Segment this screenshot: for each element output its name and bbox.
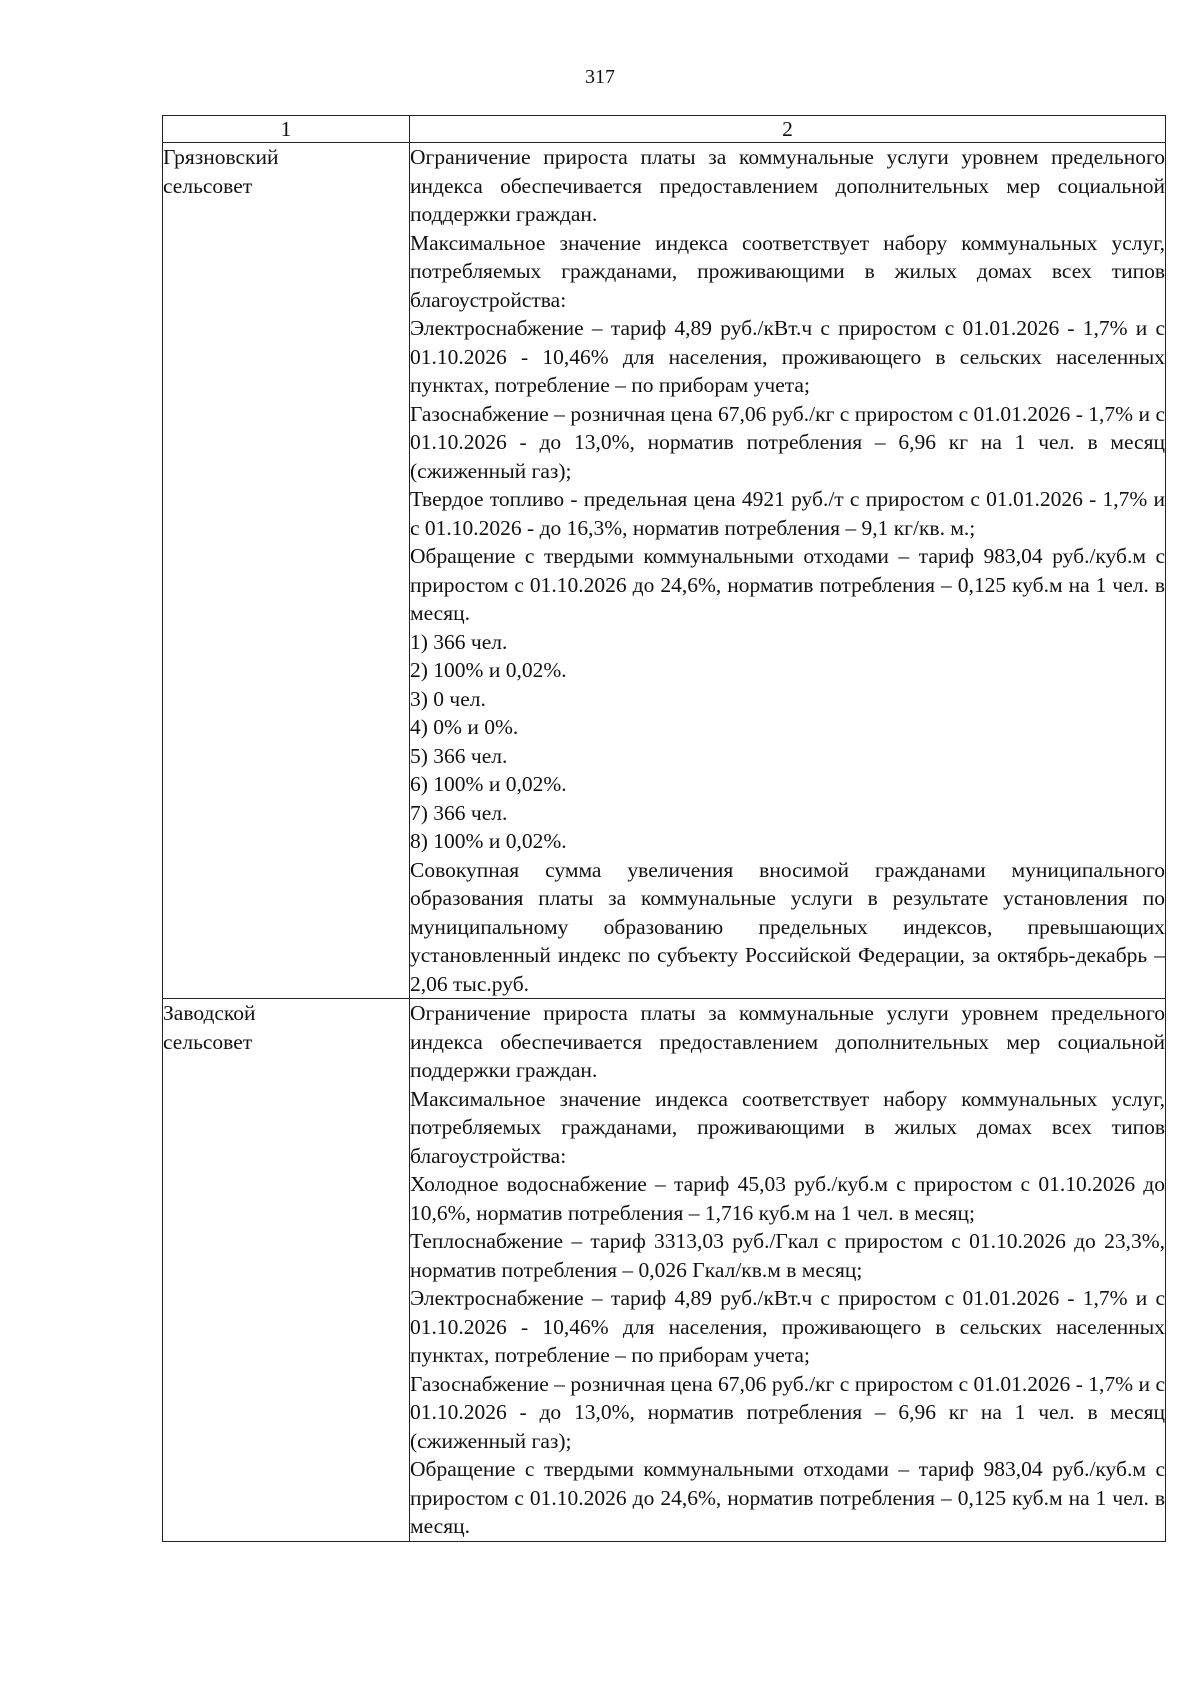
tariff-table xyxy=(162,115,1166,1542)
description-paragraph: Обращение с твердыми коммунальными отходами – тариф 983,04 руб./куб.м с приростом с 01.10.2026 до 24,6%, норматив потребления – 0,125 куб.м на 1 чел. в месяц. xyxy=(410,1457,1165,1538)
description-paragraph: Холодное водоснабжение – тариф 45,03 руб./куб.м с приростом с 01.10.2026 до 10,6%, норматив потребления – 1,716 куб.м на 1 чел. в месяц; xyxy=(410,1172,1165,1225)
municipality-description xyxy=(410,143,1166,999)
description-paragraph: Ограничение прироста платы за коммунальные услуги уровнем предельного индекса обеспечивается предоставлением дополнительных мер социальной поддержки граждан. xyxy=(410,1001,1165,1082)
numbered-item: 6) 100% и 0,02%. xyxy=(410,772,567,796)
table-header-row xyxy=(163,116,1166,143)
page-number: 317 xyxy=(585,66,615,88)
description-paragraph: Обращение с твердыми коммунальными отходами – тариф 983,04 руб./куб.м с приростом с 01.10.2026 до 24,6%, норматив потребления – 0,125 куб.м на 1 чел. в месяц. xyxy=(410,544,1165,625)
numbered-item: 8) 100% и 0,02%. xyxy=(410,829,567,853)
municipality-description xyxy=(410,999,1166,1542)
municipality-name xyxy=(163,143,410,999)
numbered-item: 2) 100% и 0,02%. xyxy=(410,658,567,682)
table-row xyxy=(163,143,1166,999)
description-paragraph: Газоснабжение – розничная цена 67,06 руб./кг с приростом с 01.01.2026 - 1,7% и с 01.10.2026 - до 13,0%, норматив потребления – 6,96 кг на 1 чел. в месяц (сжиженный газ); xyxy=(410,401,1165,483)
description-paragraph: Электроснабжение – тариф 4,89 руб./кВт.ч с приростом с 01.01.2026 - 1,7% и с 01.10.2026 - 10,46% для населения, проживающего в сельских населенных пунктах, потребление – по приборам учета; xyxy=(410,316,1165,397)
numbered-item: 4) 0% и 0%. xyxy=(410,715,519,739)
description-paragraph: Максимальное значение индекса соответствует набору коммунальных услуг, потребляемых гражданами, проживающими в жилых домах всех типов благоустройства: xyxy=(410,1086,1165,1168)
municipality-name-line: Грязновский xyxy=(163,145,279,169)
description-paragraph: Твердое топливо - предельная цена 4921 руб./т с приростом с 01.01.2026 - 1,7% и с 01.10.2026 - до 16,3%, норматив потребления – 9,1 кг/кв. м.; xyxy=(410,487,1165,540)
municipality-name xyxy=(163,999,410,1542)
description-paragraph: Максимальное значение индекса соответствует набору коммунальных услуг, потребляемых гражданами, проживающими в жилых домах всех типов благоустройства: xyxy=(410,230,1165,312)
municipality-name-line: сельсовет xyxy=(163,173,253,198)
municipality-name-line: сельсовет xyxy=(163,1029,253,1054)
closing-paragraph: Совокупная сумма увеличения вносимой гражданами муниципального образования платы за коммунальные услуги в результате установления по муниципальному образованию предельных индексов, превышающих установленный индекс по субъекту Российской Федерации, за октябрь-декабрь – 2,06 тыс.руб. xyxy=(410,857,1165,996)
numbered-item: 5) 366 чел. xyxy=(410,743,508,768)
description-paragraph: Газоснабжение – розничная цена 67,06 руб./кг с приростом с 01.01.2026 - 1,7% и с 01.10.2026 - до 13,0%, норматив потребления – 6,96 кг на 1 чел. в месяц (сжиженный газ); xyxy=(410,1371,1165,1453)
municipality-name-line: Заводской xyxy=(163,1001,256,1025)
column-header-1: 1 xyxy=(163,116,410,143)
numbered-item: 1) 366 чел. xyxy=(410,629,508,654)
description-paragraph: Теплоснабжение – тариф 3313,03 руб./Гкал с приростом с 01.10.2026 до 23,3%, норматив потребления – 0,026 Гкал/кв.м в месяц; xyxy=(410,1229,1165,1282)
column-header-2: 2 xyxy=(410,116,1166,143)
description-paragraph: Электроснабжение – тариф 4,89 руб./кВт.ч с приростом с 01.01.2026 - 1,7% и с 01.10.2026 - 10,46% для населения, проживающего в сельских населенных пунктах, потребление – по приборам учета; xyxy=(410,1286,1165,1367)
description-paragraph: Ограничение прироста платы за коммунальные услуги уровнем предельного индекса обеспечивается предоставлением дополнительных мер социальной поддержки граждан. xyxy=(410,145,1165,226)
numbered-item: 3) 0 чел. xyxy=(410,686,486,711)
table-row xyxy=(163,999,1166,1542)
numbered-item: 7) 366 чел. xyxy=(410,800,508,825)
